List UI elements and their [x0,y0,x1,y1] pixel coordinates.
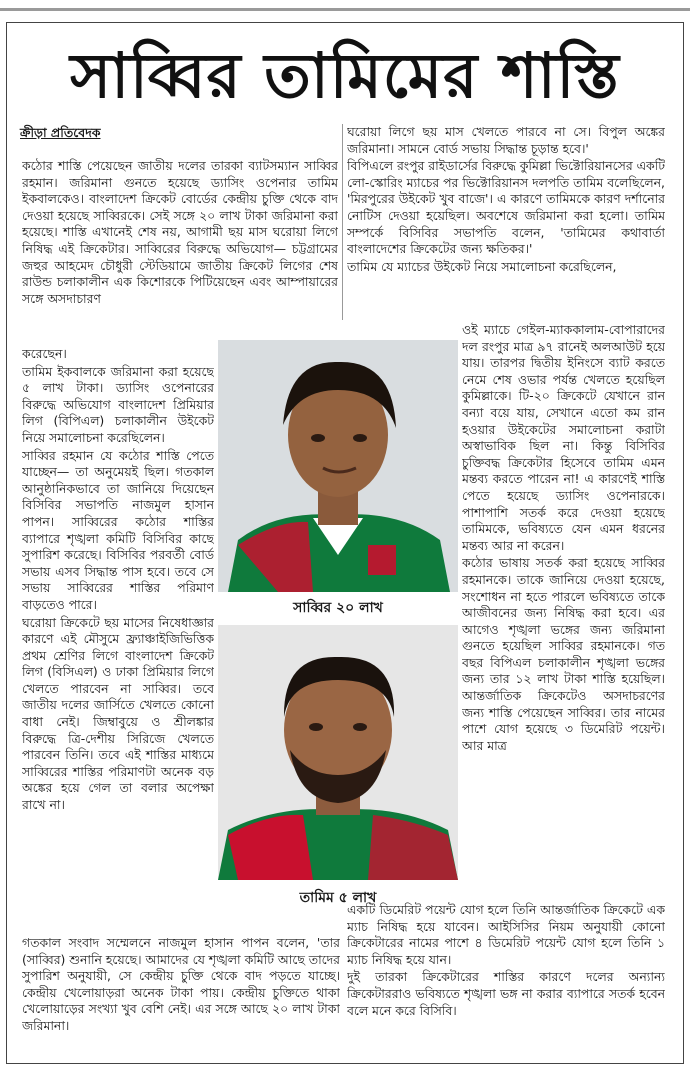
sabbir-photo [218,340,458,592]
page-top-bar [0,0,690,18]
column-intro [22,158,338,346]
paragraph: করেছেন। [22,346,67,361]
column-bottom-left [22,935,340,1055]
player-portrait-icon [218,340,458,592]
paragraph: বিপিএলে রংপুর রাইডার্সের বিরুদ্ধে কুমিল্লা ভিক্টোরিয়ানসের একটি লো-স্কোরিং ম্যাচের পর ভিক্টোরিয়ানস দলপতি তামিম বলেছিলেন, 'মিরপুরের উইকেট খুব বাজে'। এ কারণে তামিমকে কারণ দর্শানোর নোটিস দেওয়া হয়েছিল। অবশেষে জরিমানা করা হলো। তামিম সম্পর্কে বিসিবির সভাপতি বলেন, 'তামিমের কথাবার্তা বাংলাদেশের ক্রিকেটের জন্য ক্ষতিকর।' [347,158,665,257]
paragraph: দুই তারকা ক্রিকেটারের শাস্তির কারণে দলের অন্যান্য ক্রিকেটাররাও ভবিষ্যতে শৃঙ্খলা ভঙ্গ না করার ব্যাপারে সতর্ক হবেন বলে মনে করে বিসিবি। [347,969,665,1018]
paragraph: কঠোর শাস্তি পেয়েছেন জাতীয় দলের তারকা ব্যাটসম্যান সাব্বির রহমান। জরিমানা গুনতে হয়েছে ড্যাসিং ওপেনার তামিম ইকবালকেও। বাংলাদেশ ক্রিকেট বোর্ডের কেন্দ্রীয় চুক্তি থেকে বাদ দেওয়া হয়েছে সাব্বিরকে। সেই সঙ্গে ২০ লাখ টাকা জরিমানা করা হয়েছে। শাস্তি এখানেই শেষ নয়, আগামী ছয় মাস ঘরোয়া লিগে নিষিদ্ধ এই ক্রিকেটার। সাব্বিরের বিরুদ্ধে অভিযোগ— চট্টগ্রামের জহুর আহমেদ চৌধুরী স্টেডিয়ামে জাতীয় ক্রিকেট লিগের শেষ রাউন্ড চলাকালীন এক কিশোরকে পিটিয়েছেন এবং আম্পায়ারের সঙ্গে অসদাচারণ [22,158,338,306]
paragraph: সাব্বির রহমান যে কঠোর শাস্তি পেতে যাচ্ছেন— তা অনুমেয়ই ছিল। গতকাল আনুষ্ঠানিকভাবে তা জানিয়ে দিয়েছেন বিসিবির সভাপতি নাজমুল হাসান পাপন। সাব্বিরের কঠোর শাস্তির ব্যাপারে শৃঙ্খলা কমিটি বিসিবির কাছে সুপারিশ করেছে। বিসিবির পরবর্তী বোর্ড সভায় এসব সিদ্ধান্ত পাস হবে। তবে সে সভায় সাব্বিরের শাস্তির পরিমাণ বাড়তেও পারে। [22,447,214,612]
column-right-top [347,124,665,322]
column-left [22,346,214,1014]
paragraph: একটি ডিমেরিট পয়েন্ট যোগ হলে তিনি আন্তর্জাতিক ক্রিকেটে এক ম্যাচ নিষিদ্ধ হয়ে যাবেন। আইসিসির নিয়ম অনুযায়ী কোনো ক্রিকেটারের নামের পাশে ৪ ডিমেরিট পয়েন্ট যোগ হলে তিনি ১ ম্যাচ নিষিদ্ধ হয়ে যান। [347,902,665,967]
tamim-photo [218,625,458,880]
paragraph: ওই ম্যাচে গেইল-ম্যাককালাম-বোপারাদের দল রংপুর মাত্র ৯৭ রানেই অলআউট হয়ে যায়। তারপর দ্বিতীয় ইনিংসে ব্যাট করতে নেমে শেষ ওভার পর্যন্ত খেলতে হয়েছিল কুমিল্লাকে। টি-২০ ক্রিকেটে যেখানে রান বন্যা বয়ে যায়, সেখানে এতো কম রান হওয়ার উইকেটের সমালোচনা করাটা অস্বাভাবিক ছিল না। কিন্তু বিসিবির চুক্তিবদ্ধ ক্রিকেটার হিসেবে তামিম এমন মন্তব্য করতে পারেন না! এ কারণেই শাস্তি পেতে হয়েছে ড্যাসিং ওপেনারকে। পাশাপাশি সতর্ক করে দেওয়া হয়েছে তামিমকে, ভবিষ্যতে যেন এমন ধরনের মন্তব্য আর না করেন। [462,322,665,553]
paragraph: ঘরোয়া ক্রিকেটে ছয় মাসের নিষেধাজ্ঞার কারণে এই মৌসুমে ফ্র্যাঞ্চাইজিভিত্তিক প্রথম শ্রেণির লিগে বাংলাদেশ ক্রিকেট লিগ (বিসিএল) ও ঢাকা প্রিমিয়ার লিগে খেলতে পারবেন না সাব্বির। তবে জাতীয় দলের জার্সিতে খেলতে কোনো বাধা নেই। জিম্বাবুয়ে ও শ্রীলঙ্কার বিরুদ্ধে ত্রি-দেশীয় সিরিজে খেলতে পারবেন তিনি। তবে এই শাস্তির মাধ্যমে সাব্বিরের শাস্তির পরিমাণটা অনেক বড় অঙ্কের হয়ে গেল তা বলার অপেক্ষা রাখে না। [22,614,214,813]
photo-caption-sabbir: সাব্বির ২০ লাখ [293,600,383,616]
paragraph: গতকাল সংবাদ সম্মেলনে নাজমুল হাসান পাপন বলেন, 'তার (সাব্বির) শুনানি হয়েছে। আমাদের যে শৃঙ্খলা কমিটি আছে তাদের সুপারিশ অনুযায়ী, সে কেন্দ্রীয় চুক্তি থেকে বাদ পড়তে যাচ্ছে। কেন্দ্রীয় খেলোয়াড়রা অনেক টাকা পায়। কেন্দ্রীয় চুক্তিতে থাকা খেলোয়াড়ের সংখ্যা খুব বেশি নেই। এর সঙ্গে আছে ২০ লাখ টাকা জরিমানা। [22,935,340,1033]
column-bottom-right [347,902,665,1058]
headline: সাব্বির তামিমের শাস্তি [70,39,620,112]
top-rule [0,8,690,11]
player-portrait-icon [218,625,458,880]
paragraph: ঘরোয়া লিগে ছয় মাস খেলতে পারবে না সে। বিপুল অঙ্কের জরিমানা। সামনে বোর্ড সভায় সিদ্ধান্ত চূড়ান্ত হবে।' [347,124,665,156]
photo-caption-tamim: তামিম ৫ লাখ [299,890,377,906]
byline: ক্রীড়া প্রতিবেদক [20,125,101,140]
paragraph: তামিম ইকবালকে জরিমানা করা হয়েছে ৫ লাখ টাকা। ড্যাসিং ওপেনারের বিরুদ্ধে অভিযোগ বাংলাদেশ প্রিমিয়ার লিগ (বিপিএল) চলাকালীন উইকেট নিয়ে সমালোচনা করেছিলেন। [22,363,214,445]
paragraph: কঠোর ভাষায় সতর্ক করা হয়েছে সাব্বির রহমানকে। তাকে জানিয়ে দেওয়া হয়েছে, সংশোধন না হতে পারলে ভবিষ্যতে তাকে আজীবনের জন্য নিষিদ্ধ করা হবে। এর আগেও শৃঙ্খলা ভঙ্গের জন্য জরিমানা গুনতে হয়েছিল সাব্বির রহমানকে। গত বছর বিপিএল চলাকালীন শৃঙ্খলা ভঙ্গের জন্য তার ১২ লাখ টাকা শাস্তি হয়েছিল। আন্তর্জাতিক ক্রিকেটেও অসদাচরণের জন্য শাস্তি পেয়েছেন সাব্বির। তার নামের পাশে যোগ হয়েছে ৩ ডিমেরিট পয়েন্ট। আর মাত্র [462,555,665,753]
column-divider [342,124,343,320]
paragraph: তামিম যে ম্যাচের উইকেট নিয়ে সমালোচনা করেছিলেন, [347,258,617,274]
column-right [462,322,665,902]
